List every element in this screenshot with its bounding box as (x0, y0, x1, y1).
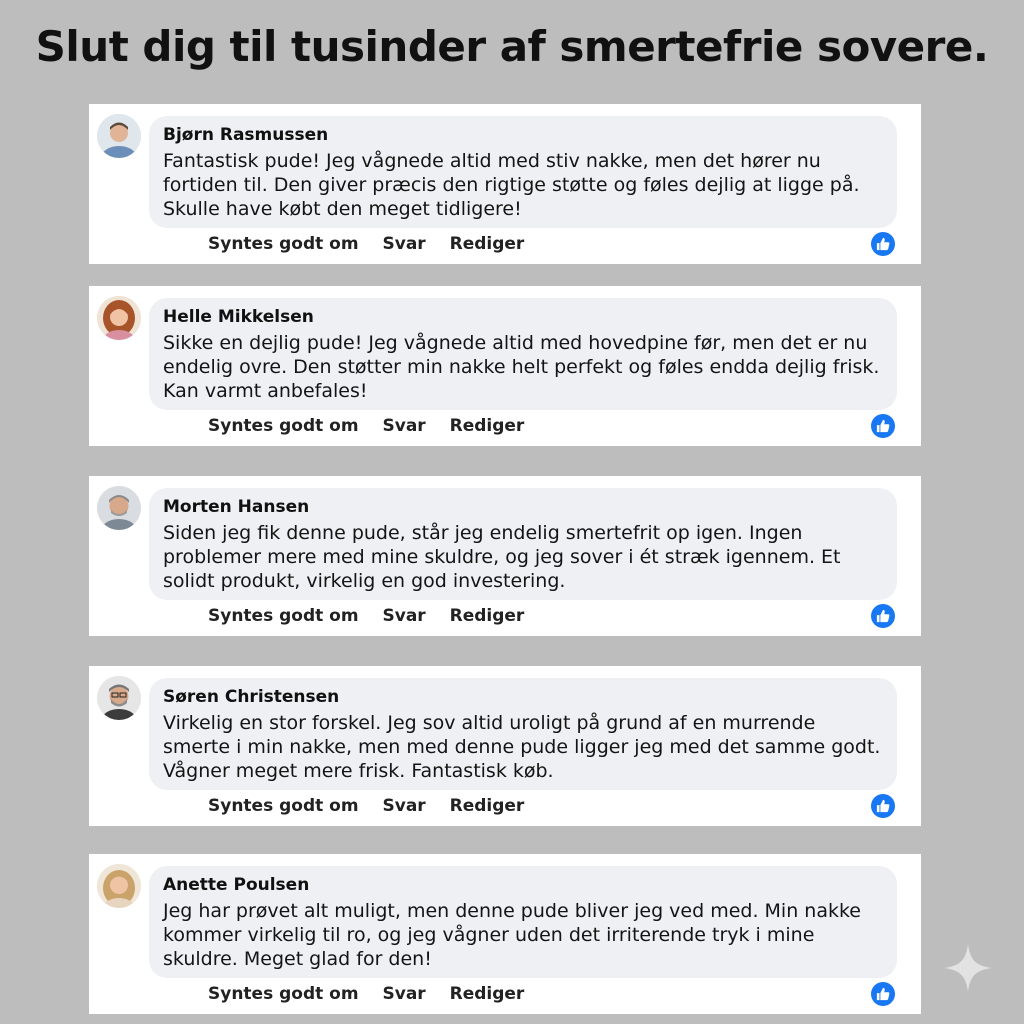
comment-actions (208, 234, 542, 254)
avatar[interactable] (97, 486, 141, 530)
like-button[interactable]: Syntes godt om (208, 984, 359, 1004)
thumbs-up-icon (871, 414, 895, 438)
comment-card (89, 476, 921, 636)
like-button[interactable]: Syntes godt om (208, 606, 359, 626)
comment-bubble (149, 678, 897, 790)
comment-author[interactable]: Søren Christensen (163, 687, 340, 707)
edit-button[interactable]: Rediger (449, 416, 525, 436)
comment-author[interactable]: Helle Mikkelsen (163, 307, 314, 327)
comment-text: Virkelig en stor forskel. Jeg sov altid uroligt på grund af en murrende smerte i min nakke, men med denne pude ligger jeg med det samme godt. Vågner meget mere frisk. Fantastisk køb. (163, 712, 881, 782)
thumbs-up-icon (871, 982, 895, 1006)
comment-author[interactable]: Morten Hansen (163, 497, 310, 517)
comment-bubble (149, 116, 897, 228)
comment-bubble (149, 298, 897, 410)
comment-card (89, 666, 921, 826)
reply-button[interactable]: Svar (382, 606, 426, 626)
avatar[interactable] (97, 296, 141, 340)
comment-actions (208, 796, 542, 816)
comment-actions (208, 416, 542, 436)
page-headline: Slut dig til tusinder af smertefrie sovere. (35, 22, 989, 71)
comment-actions (208, 984, 542, 1004)
comment-bubble (149, 866, 897, 978)
reply-button[interactable]: Svar (382, 796, 426, 816)
comment-text: Fantastisk pude! Jeg vågnede altid med stiv nakke, men det hører nu fortiden til. Den giver præcis den rigtige støtte og føles dejlig at ligge på. Skulle have købt den meget tidligere! (163, 150, 860, 220)
like-button[interactable]: Syntes godt om (208, 416, 359, 436)
edit-button[interactable]: Rediger (449, 796, 525, 816)
thumbs-up-icon (871, 794, 895, 818)
edit-button[interactable]: Rediger (449, 234, 525, 254)
comment-card (89, 286, 921, 446)
comment-author[interactable]: Anette Poulsen (163, 875, 310, 895)
edit-button[interactable]: Rediger (449, 984, 525, 1004)
thumbs-up-icon (871, 232, 895, 256)
edit-button[interactable]: Rediger (449, 606, 525, 626)
comment-text: Sikke en dejlig pude! Jeg vågnede altid med hovedpine før, men det er nu endelig ovre. Den støtter min nakke helt perfekt og føles endda dejlig frisk. Kan varmt anbefales! (163, 332, 880, 402)
like-button[interactable]: Syntes godt om (208, 796, 359, 816)
reply-button[interactable]: Svar (382, 416, 426, 436)
avatar[interactable] (97, 114, 141, 158)
comment-actions (208, 606, 542, 626)
like-button[interactable]: Syntes godt om (208, 234, 359, 254)
reply-button[interactable]: Svar (382, 984, 426, 1004)
comment-text: Jeg har prøvet alt muligt, men denne pude bliver jeg ved med. Min nakke kommer virkelig til ro, og jeg vågner uden det irriterende tryk i mine skuldre. Meget glad for den! (163, 900, 861, 970)
sparkle-icon (942, 942, 994, 994)
comment-author[interactable]: Bjørn Rasmussen (163, 125, 329, 145)
comment-card (89, 854, 921, 1014)
reply-button[interactable]: Svar (382, 234, 426, 254)
thumbs-up-icon (871, 604, 895, 628)
comment-bubble (149, 488, 897, 600)
comment-card (89, 104, 921, 264)
comment-text: Siden jeg fik denne pude, står jeg endelig smertefrit op igen. Ingen problemer mere med mine skuldre, og jeg sover i ét stræk igennem. Et solidt produkt, virkelig en god investering. (163, 522, 841, 592)
avatar[interactable] (97, 676, 141, 720)
avatar[interactable] (97, 864, 141, 908)
